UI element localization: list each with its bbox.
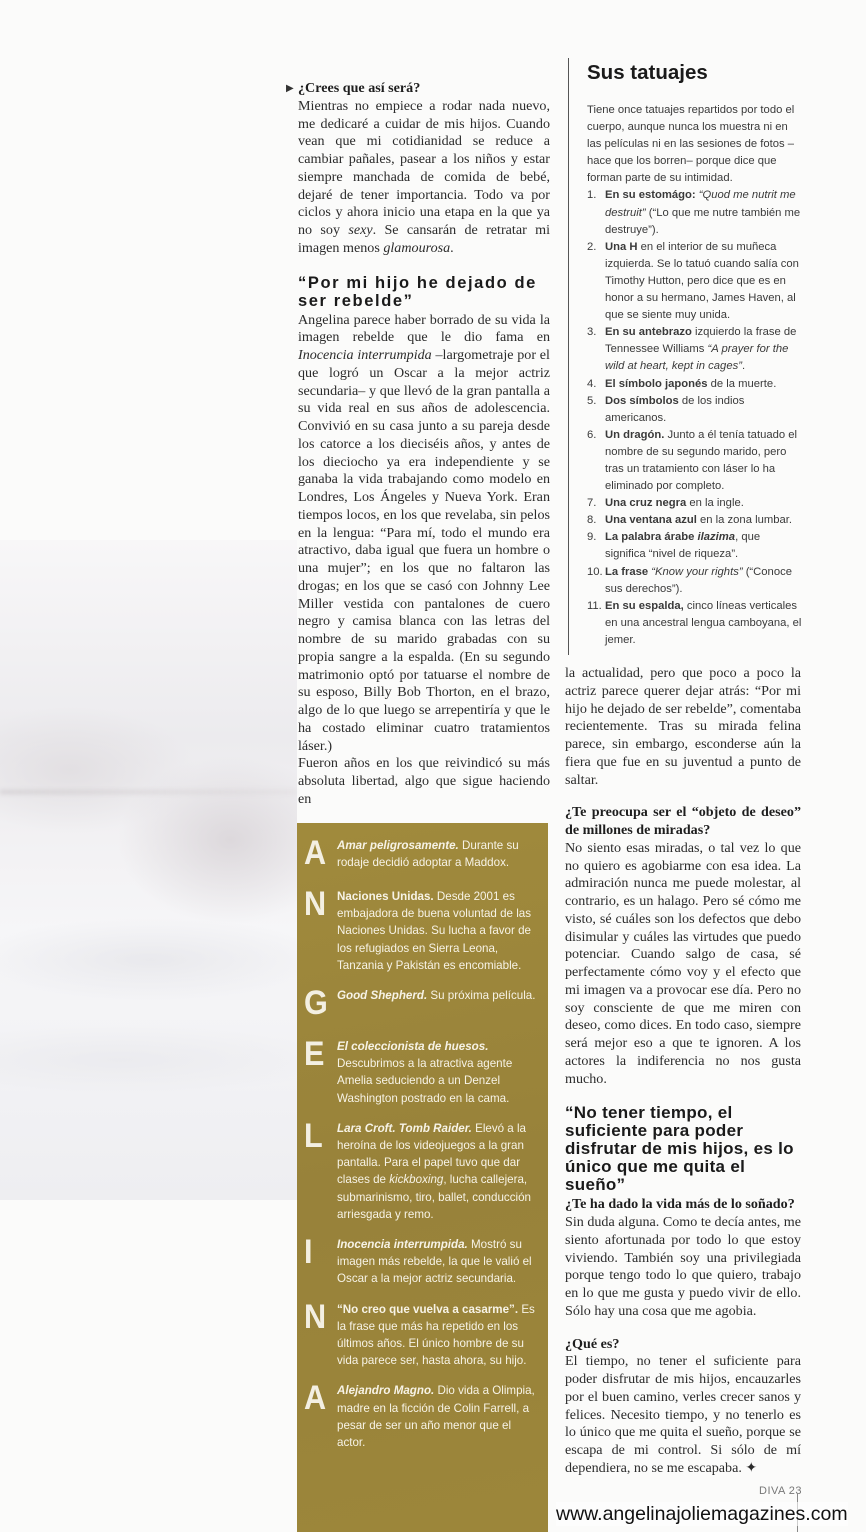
item-number: 7.: [587, 497, 597, 510]
bold-text: El coleccionista de huesos.: [337, 1040, 489, 1054]
watermark-url: www.angelinajoliemagazines.com: [556, 1503, 848, 1525]
italic-text: kickboxing: [389, 1173, 444, 1187]
tattoo-item: [587, 598, 803, 649]
text-run: izquierdo la frase de Tennessee Williams: [605, 326, 797, 356]
item-number: 9.: [587, 531, 597, 544]
bold-text: Inocencia interrumpida.: [337, 1238, 468, 1252]
tattoo-item: [587, 529, 803, 563]
italic-text: Inocencia interrumpida: [298, 347, 432, 363]
acrostic-letter: G: [304, 984, 328, 1023]
bold-text: “No creo que vuelva a casarme”.: [337, 1302, 519, 1316]
item-number: 10.: [587, 565, 603, 578]
text-run: ¿Te ha dado la vida más de lo soñado?: [565, 1196, 795, 1213]
item-number: 8.: [587, 514, 597, 527]
text-run: de la muerte.: [707, 377, 777, 390]
italic-text: sexy: [348, 222, 373, 238]
tattoo-item: [587, 427, 803, 495]
paragraph-rebelde: [298, 312, 550, 756]
tattoo-item: [587, 239, 803, 324]
text-run: –largometraje por el que logró un Oscar a la mejor actriz secundaria– y que llevó de la gran pantalla a su vida real en sus años de adolescencia. Convivió en su casa junto a su pareja desde los catorce a los dieciséis años, y antes de los dieciocho ya era independiente y se ganaba la vida trabajando como modelo en Londres, Los Ángeles y Nueva York. Eran tiempos locos, en los que revelaba, sin pelos en la lengua: “Para mí, todo el mundo era atractivo, daba igual que fuera un hombre o una mujer”; en los que no faltaron las drogas; en los que se casó con Johnny Lee Miller vestida con pantalones de cuero negro y camisa blanca con las letras del nombre de su marido grabadas con su propia sangre a la espalda. (En su segundo matrimonio optó por tatuarse el nombre de su esposo, Billy Bob Thorton, en el brazo, algo de lo que luego se arrepentiría y que le ha costado eliminar cuatro tratamientos láser.): [298, 347, 550, 754]
bold-text: Una H: [605, 240, 638, 253]
tattoo-item: [587, 393, 803, 427]
sidebar-divider: [568, 58, 569, 655]
section-heading-tiempo: “No tener tiempo, el suficiente para poder disfrutar de mis hijos, es lo único que me quita el sueño”: [565, 1103, 794, 1195]
item-text: [605, 241, 799, 321]
acrostic-entry: [297, 834, 548, 875]
item-number: 6.: [587, 428, 597, 441]
acrostic-letter: I: [304, 1233, 313, 1272]
bold-text: Amar peligrosamente.: [337, 839, 459, 852]
text-run: en el interior de su muñeca izquierda. Se lo tatuó cuando salía con Timothy Hutton, pero dice que es en honor a su hermano, James Haven, al que se siente muy unida.: [605, 240, 799, 322]
angelina-acrostic-box: [297, 823, 548, 1532]
bold-text: En su estomágo:: [605, 189, 699, 202]
text-run: No siento esas miradas, o tal vez lo que no quiero es agobiarme con esa idea. La admiración nunca me puede molestar, al contrario, es un halago. Pero sé cómo me visto, sé cuáles son los defectos que debo disimular y cuáles las virtudes que puedo potenciar. Cuando salgo de casa, sé perfectamente cómo voy y el efecto que mi imagen va a provocar ese día. Pero no soy consciente de que me miren con deseo, como dices. En todo caso, siempre será mejor eso a que te ignoren. A los actores la indiferencia no nos gusta mucho.: [565, 839, 801, 1087]
text-run: (“Conoce sus derechos”).: [605, 565, 792, 595]
bold-text: La frase: [605, 565, 652, 578]
acrostic-letter: L: [304, 1116, 323, 1155]
acrostic-letter: E: [304, 1035, 325, 1074]
item-text: [605, 326, 796, 372]
text-run: Angelina parece haber borrado de su vida la imagen rebelde que le dio fama en: [298, 311, 550, 346]
item-text: [605, 429, 797, 492]
answer-3: [565, 1214, 801, 1321]
text-run: .: [741, 360, 746, 373]
acrostic-letter: N: [304, 885, 327, 923]
acrostic-text: [337, 888, 540, 974]
bold-text: Good Shepherd.: [337, 989, 428, 1003]
bold-text: Una cruz negra: [605, 497, 687, 510]
acrostic-letter: N: [304, 1297, 327, 1336]
acrostic-text: [337, 1382, 540, 1451]
item-text: [605, 189, 800, 235]
item-number: 4.: [587, 377, 597, 390]
question-1: [298, 80, 550, 98]
tattoo-item: [587, 495, 803, 512]
text-run: .: [450, 239, 454, 256]
text-run: Es la frase que más ha repetido en los últimos años. El único hombre de su vida parece ser, hasta ahora, su hijo.: [337, 1302, 535, 1368]
item-number: 3.: [587, 326, 597, 339]
text-run: Durante su rodaje decidió adoptar a Maddox.: [337, 839, 519, 870]
question-2: [565, 804, 801, 840]
text-run: . Se cansarán de retratar mi imagen menos: [298, 222, 550, 256]
text-run: Fueron años en los que reivindicó su más absoluta libertad, algo que sigue haciendo en: [298, 755, 550, 807]
answer-2: [565, 840, 801, 1089]
text-run: Mostró su imagen más rebelde, la que le valió el Oscar a la mejor actriz secundaria.: [337, 1238, 532, 1286]
text-run: , que significa “nivel de riqueza”.: [605, 531, 761, 561]
text-run: ¿Qué es?: [565, 1335, 620, 1352]
item-text: [605, 531, 760, 560]
acrostic-text: [337, 1120, 540, 1223]
section-heading-rebelde: “Por mi hijo he dejado de ser rebelde”: [298, 273, 537, 310]
triangle-right-icon: ▶: [286, 83, 294, 94]
background-photo-bedsheets: [0, 540, 297, 1200]
acrostic-entry: [297, 1116, 548, 1223]
item-text: [605, 566, 792, 595]
article-right-column: [565, 665, 801, 1478]
bold-text: El símbolo japonés: [605, 377, 708, 390]
tattoo-item: [587, 376, 803, 393]
acrostic-text: [337, 1236, 540, 1288]
acrostic-text: [337, 1301, 540, 1370]
article-left-column: [286, 80, 550, 809]
text-run: , lucha callejera, submarinismo, tiro, ballet, conducción arriesgada y remo.: [337, 1173, 531, 1221]
question-3: [565, 1196, 801, 1214]
text-run: Su próxima película.: [427, 989, 536, 1003]
item-text: [605, 600, 801, 646]
bold-text: Una ventana azul: [605, 514, 697, 527]
paragraph-continuation: [565, 665, 801, 789]
text-run: la actualidad, pero que poco a poco la actriz parece querer dejar atrás: “Por mi hijo he dejado de ser rebelde”, comentaba recientemente. Tras su mirada felina parece, sin embargo, esconderse aún la fiera que fue en su juventud a punto de saltar.: [565, 665, 801, 788]
bold-text: Un dragón.: [605, 428, 665, 441]
text-run: (“Lo que me nutre también me destruye”).: [605, 206, 801, 236]
item-text: [605, 497, 744, 509]
acrostic-text: [337, 1038, 540, 1107]
tattoo-list: [587, 187, 803, 649]
text-run: Sin duda alguna. Como te decía antes, me siento afortunada por todo lo que estoy viviendo. También soy una privilegiada porque tengo todo lo que quiero, trabajo en lo que me gusta y puedo vivir de ello. Sólo hay una cosa que me agobia.: [565, 1214, 802, 1319]
italic-text: “A prayer for the wild at heart, kept in cages”: [605, 343, 789, 373]
tattoo-item: [587, 564, 803, 598]
acrostic-entry: [297, 1379, 548, 1451]
bold-text: La palabra árabe: [605, 531, 698, 544]
paragraph-libertad: [298, 755, 550, 808]
sidebar-title: Sus tatuajes: [587, 61, 708, 84]
item-number: 1.: [587, 189, 597, 202]
bold-text: Dos símbolos: [605, 394, 679, 407]
item-text: [605, 378, 776, 390]
acrostic-entry: [297, 984, 548, 1025]
text-run: en la ingle.: [686, 497, 744, 510]
italic-text: “Know your rights”: [651, 565, 743, 578]
italic-text: “Quod me nutrit me destruit”: [605, 189, 796, 219]
tattoo-item: [587, 512, 803, 529]
tattoo-item: [587, 187, 803, 238]
acrostic-entry: [297, 1297, 548, 1370]
bold-text: En su antebrazo: [605, 326, 692, 339]
text-run: El tiempo, no tener el suficiente para poder disfrutar de mis hijos, encauzarles por el buen camino, verles crecer sanos y felices. Necesito tiempo, y no tenerlo es lo único que me quita el sueño, porque se escapa de mi control. Si sólo de mí dependiera, no se me escapaba.: [565, 1353, 801, 1476]
text-run: Desde 2001 es embajadora de buena voluntad de las Naciones Unidas. Su lucha a favor de los refugiados en Sierra Leona, Tanzania y Pakistán es encomiable.: [337, 890, 532, 972]
item-text: [605, 395, 744, 424]
text-run: Mientras no empiece a rodar nada nuevo, me dedicaré a cuidar de mis hijos. Cuando vean que mi cotidianidad se reduce a cambiar pañales, pasear a los niños y estar siempre manchada de comida de bebé, dejaré de tener importancia. Todo va por ciclos y ahora inicio una etapa en la que ya no soy: [298, 97, 550, 238]
text-run: cinco líneas verticales en una ancestral lengua camboyana, el jemer.: [605, 599, 802, 646]
text-run: Dio vida a Olimpia, madre en la ficción de Colin Farrell, a pesar de ser un año menor que el actor.: [337, 1384, 535, 1450]
acrostic-entry: [297, 1035, 548, 1107]
tattoo-sidebar: [587, 58, 803, 649]
item-number: 11.: [587, 599, 602, 612]
text-run: Elevó a la heroína de los videojuegos a la gran pantalla. Para el papel tuvo que dar clases de: [337, 1121, 526, 1187]
bold-text: Naciones Unidas.: [337, 890, 434, 903]
text-run: Junto a él tenía tatuado el nombre de su segundo marido, pero tras un tratamiento con láser lo ha eliminado por completo.: [605, 428, 797, 493]
text-run: ✦: [745, 1459, 758, 1476]
acrostic-text: [337, 987, 540, 1004]
sheet-fold: [0, 790, 297, 794]
text-run: en la zona lumbar.: [696, 514, 792, 527]
item-number: 5.: [587, 394, 597, 407]
question-4: [565, 1336, 801, 1354]
text-run: de los indios americanos.: [605, 394, 745, 424]
bold-text: En su espalda,: [605, 599, 684, 612]
text-run: ¿Crees que así será?: [298, 80, 421, 96]
sidebar-intro: Tiene once tatuajes repartidos por todo el cuerpo, aunque nunca los muestra ni en las películas ni en las sesiones de fotos –hace que los borren– porque dice que forman parte de su intimidad.: [587, 104, 795, 185]
bold-text: ilazima: [697, 531, 736, 544]
acrostic-entry: [297, 1233, 548, 1288]
acrostic-entry: [297, 885, 548, 974]
acrostic-letter: A: [304, 834, 327, 872]
italic-text: glamourosa: [383, 239, 451, 256]
bold-text: Lara Croft. Tomb Raider.: [337, 1121, 472, 1135]
answer-4: [565, 1353, 801, 1477]
page-number: DIVA 23: [759, 1485, 803, 1497]
bold-text: Alejandro Magno.: [337, 1384, 435, 1398]
tattoo-item: [587, 324, 803, 375]
acrostic-text: [337, 837, 540, 871]
text-run: Descubrimos a la atractiva agente Amelia seduciendo a un Denzel Washington postrado en la cama.: [337, 1057, 513, 1105]
answer-1: [298, 98, 550, 258]
text-run: ¿Te preocupa ser el “objeto de deseo” de millones de miradas?: [565, 804, 801, 838]
acrostic-letter: A: [304, 1379, 327, 1418]
item-text: [605, 514, 792, 526]
item-number: 2.: [587, 240, 597, 253]
